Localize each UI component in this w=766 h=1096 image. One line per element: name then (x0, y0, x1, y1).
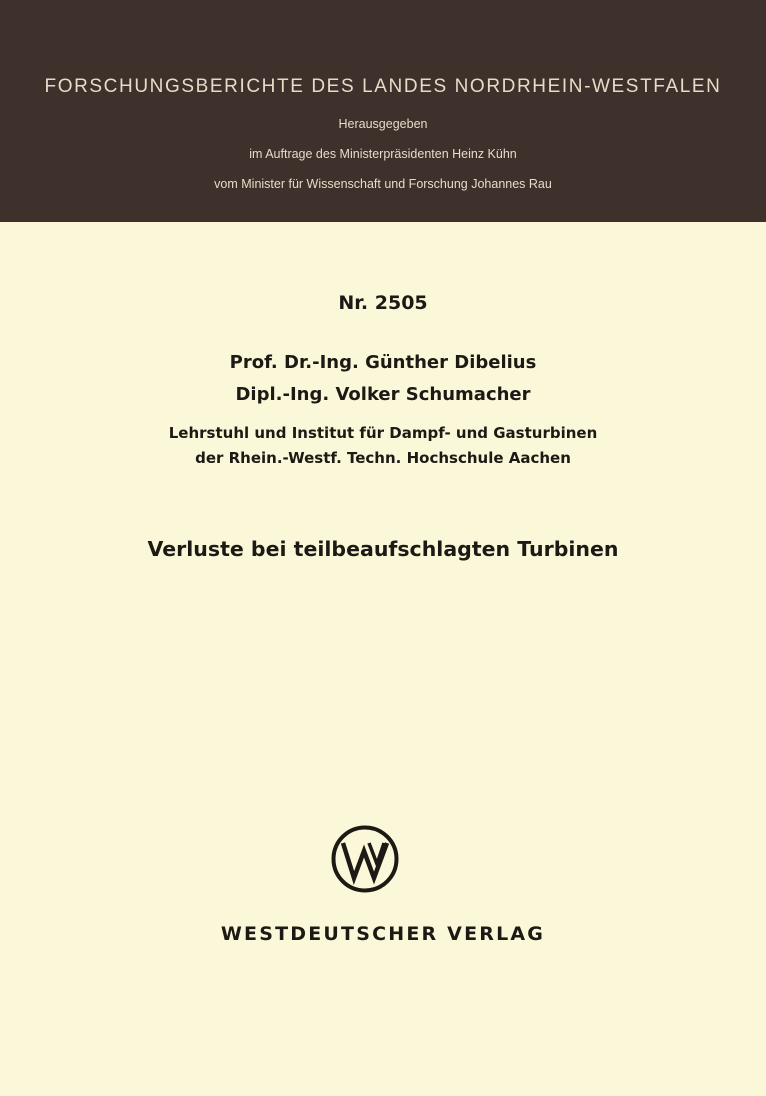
header-band (0, 0, 766, 222)
author-2: Dipl.-Ing. Volker Schumacher (235, 384, 531, 405)
report-number: Nr. 2505 (338, 292, 428, 314)
editor-line-2: im Auftrage des Ministerpräsidenten Heinz Kühn (249, 147, 517, 161)
editor-line-1: Herausgegeben (338, 117, 428, 131)
author-1: Prof. Dr.-Ing. Günther Dibelius (229, 352, 537, 373)
wv-monogram-logo (330, 824, 400, 894)
book-title: Verluste bei teilbeaufschlagten Turbinen (147, 537, 619, 561)
publisher-name: WESTDEUTSCHER VERLAG (220, 923, 546, 945)
institution-line-1: Lehrstuhl und Institut für Dampf- und Gasturbinen (168, 424, 598, 442)
editor-line-3: vom Minister für Wissenschaft und Forschung Johannes Rau (214, 177, 552, 191)
series-title: FORSCHUNGSBERICHTE DES LANDES NORDRHEIN-WESTFALEN (44, 76, 722, 97)
institution-line-2: der Rhein.-Westf. Techn. Hochschule Aachen (195, 449, 571, 467)
